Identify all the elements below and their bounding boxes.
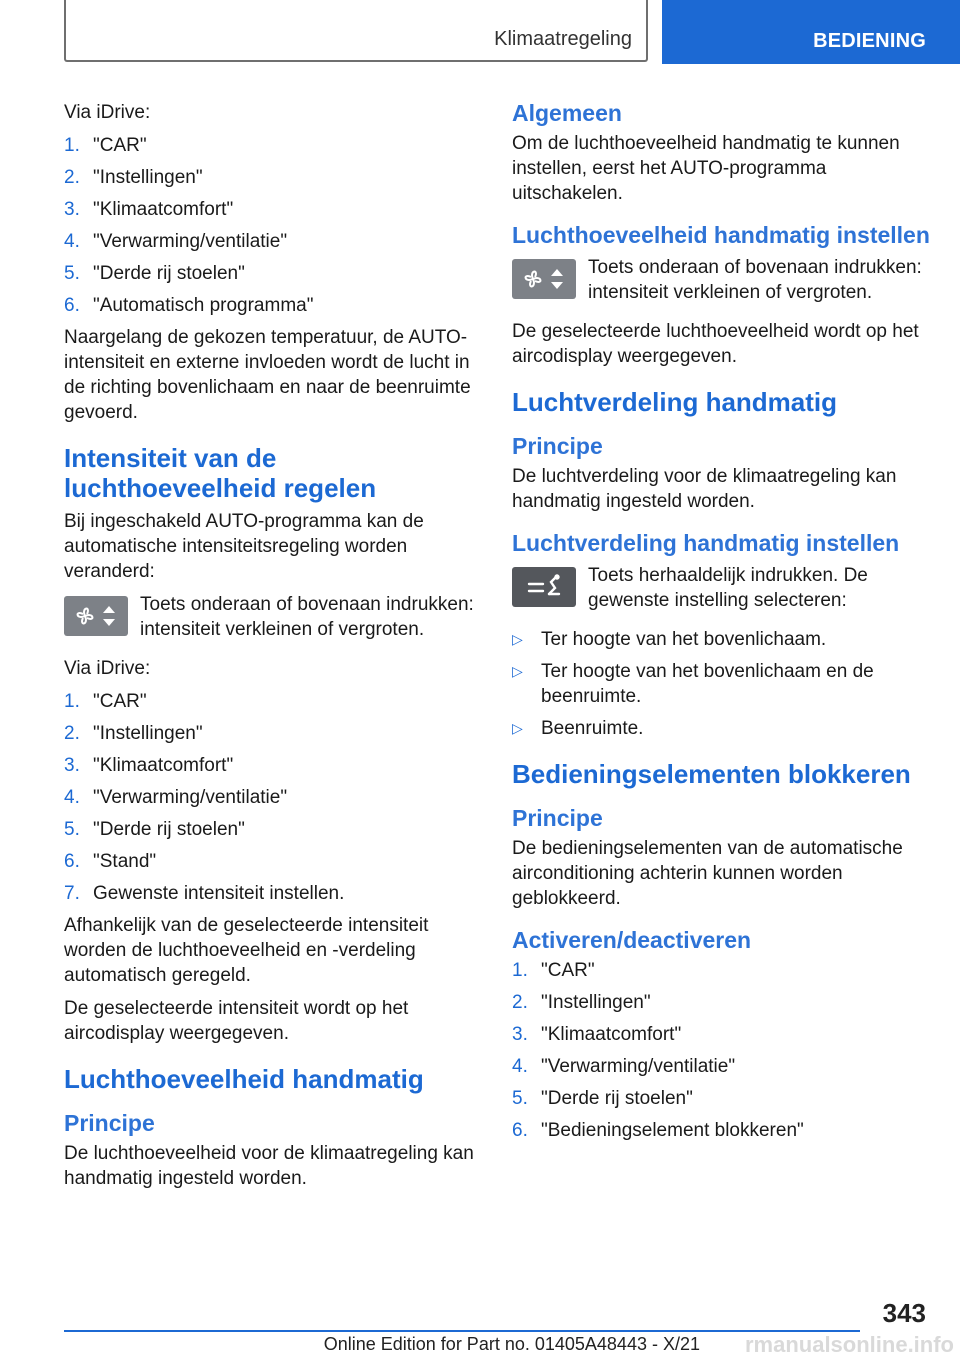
list-item: 3. "Klimaatcomfort" — [64, 199, 234, 220]
fan-up-down-icon — [64, 596, 128, 636]
list-item: 4. "Verwarming/ventilatie" — [64, 231, 288, 252]
list-item: 6. "Stand" — [64, 851, 157, 872]
paragraph: De luchtverdeling voor de klimaatregeling kan handmatig ingesteld worden. — [512, 466, 897, 512]
header-section-title: Klimaatregeling — [494, 28, 632, 50]
list-item: 7. Gewenste intensiteit instellen. — [64, 883, 345, 904]
idrive-steps-list-3 — [512, 958, 932, 1143]
list-item: 2. "Instellingen" — [64, 723, 203, 744]
triangle-bullet-icon: ▷ — [512, 720, 523, 736]
list-item: 1. "CAR" — [64, 135, 147, 156]
heading-principle: Principe — [64, 1110, 155, 1136]
header-section-box — [64, 0, 648, 62]
idrive-steps-list-1 — [64, 133, 476, 318]
fan-button-row — [512, 255, 932, 305]
paragraph: De geselecteerde intensiteit wordt op het aircodisplay weergegeven. — [64, 998, 409, 1044]
heading-intensity: Intensiteit van de luchthoeveelheid regelen — [64, 443, 377, 503]
list-item: 3. "Klimaatcomfort" — [512, 1024, 682, 1045]
list-item: 5. "Derde rij stoelen" — [64, 819, 245, 840]
heading-activate: Activeren/deactiveren — [512, 927, 752, 953]
idrive-steps-list-2 — [64, 689, 476, 906]
list-item: ▷ Ter hoogte van het bovenlichaam en de beenruimte. — [512, 661, 874, 707]
list-item: 4. "Verwarming/ventilatie" — [512, 1056, 736, 1077]
air-distribution-icon — [512, 567, 576, 607]
airflow-button-text: Toets herhaaldelijk indrukken. De gewenste instelling selecteren: — [588, 565, 868, 611]
footer-divider — [64, 1330, 860, 1332]
paragraph: Om de luchthoeveelheid handmatig te kunnen instellen, eerst het AUTO-programma uitschakelen. — [512, 133, 900, 204]
heading-set-distribution: Luchtverdeling handmatig instellen — [512, 530, 900, 556]
heading-general: Algemeen — [512, 100, 622, 126]
intro-text: Via iDrive: — [64, 658, 151, 679]
list-item: 1. "CAR" — [64, 691, 147, 712]
list-item: 6. "Automatisch programma" — [64, 295, 314, 316]
list-item: 5. "Derde rij stoelen" — [512, 1088, 693, 1109]
right-column — [512, 100, 932, 1150]
paragraph: Afhankelijk van de geselecteerde intensiteit worden de luchthoeveelheid en -verdeling automatisch geregeld. — [64, 915, 429, 986]
list-item: 2. "Instellingen" — [512, 992, 651, 1013]
list-item: ▷ Beenruimte. — [512, 718, 644, 739]
watermark: rmanualsonline.info — [744, 1332, 954, 1357]
paragraph: De bedieningselementen van de automatische airconditioning achterin kunnen worden geblokkeerd. — [512, 838, 903, 909]
heading-lock-controls: Bedieningselementen blokkeren — [512, 759, 911, 789]
triangle-bullet-icon: ▷ — [512, 631, 523, 647]
list-item: 4. "Verwarming/ventilatie" — [64, 787, 288, 808]
intro-text: Via iDrive: — [64, 102, 151, 123]
header-chapter-tab — [662, 0, 960, 64]
page-number: 343 — [882, 1298, 926, 1328]
heading-set-airflow: Luchthoeveelheid handmatig instellen — [512, 222, 930, 248]
distribution-options-list — [512, 627, 932, 741]
paragraph: Bij ingeschakeld AUTO-programma kan de automatische intensiteitsregeling worden veranderd: — [64, 511, 424, 582]
heading-principle: Principe — [512, 805, 603, 831]
heading-distribution: Luchtverdeling handmatig — [512, 387, 838, 417]
triangle-bullet-icon: ▷ — [512, 663, 523, 679]
fan-button-row — [64, 592, 476, 642]
heading-principle: Principe — [512, 433, 603, 459]
airflow-button-row — [512, 563, 932, 613]
list-item: 6. "Bedieningselement blokkeren" — [512, 1120, 804, 1141]
fan-button-text: Toets onderaan of bovenaan indrukken: intensiteit verkleinen of vergroten. — [588, 257, 922, 303]
footer-edition: Online Edition for Part no. 01405A48443 - X/21 — [323, 1334, 700, 1354]
fan-button-text: Toets onderaan of bovenaan indrukken: intensiteit verkleinen of vergroten. — [140, 594, 474, 640]
list-item: 3. "Klimaatcomfort" — [64, 755, 234, 776]
heading-manual-airflow: Luchthoeveelheid handmatig — [64, 1064, 424, 1094]
list-item: ▷ Ter hoogte van het bovenlichaam. — [512, 629, 827, 650]
paragraph: Naargelang de gekozen temperatuur, de AUTO-intensiteit en externe invloeden wordt de lucht in de richting bovenlichaam en naar de beenruimte gevoerd. — [64, 327, 471, 423]
header-chapter-title: BEDIENING — [813, 30, 926, 52]
paragraph: De luchthoeveelheid voor de klimaatregeling kan handmatig ingesteld worden. — [64, 1143, 474, 1189]
list-item: 1. "CAR" — [512, 960, 595, 981]
list-item: 5. "Derde rij stoelen" — [64, 263, 245, 284]
left-column — [64, 100, 476, 1199]
fan-up-down-icon — [512, 259, 576, 299]
list-item: 2. "Instellingen" — [64, 167, 203, 188]
paragraph: De geselecteerde luchthoeveelheid wordt op het aircodisplay weergegeven. — [512, 321, 919, 367]
